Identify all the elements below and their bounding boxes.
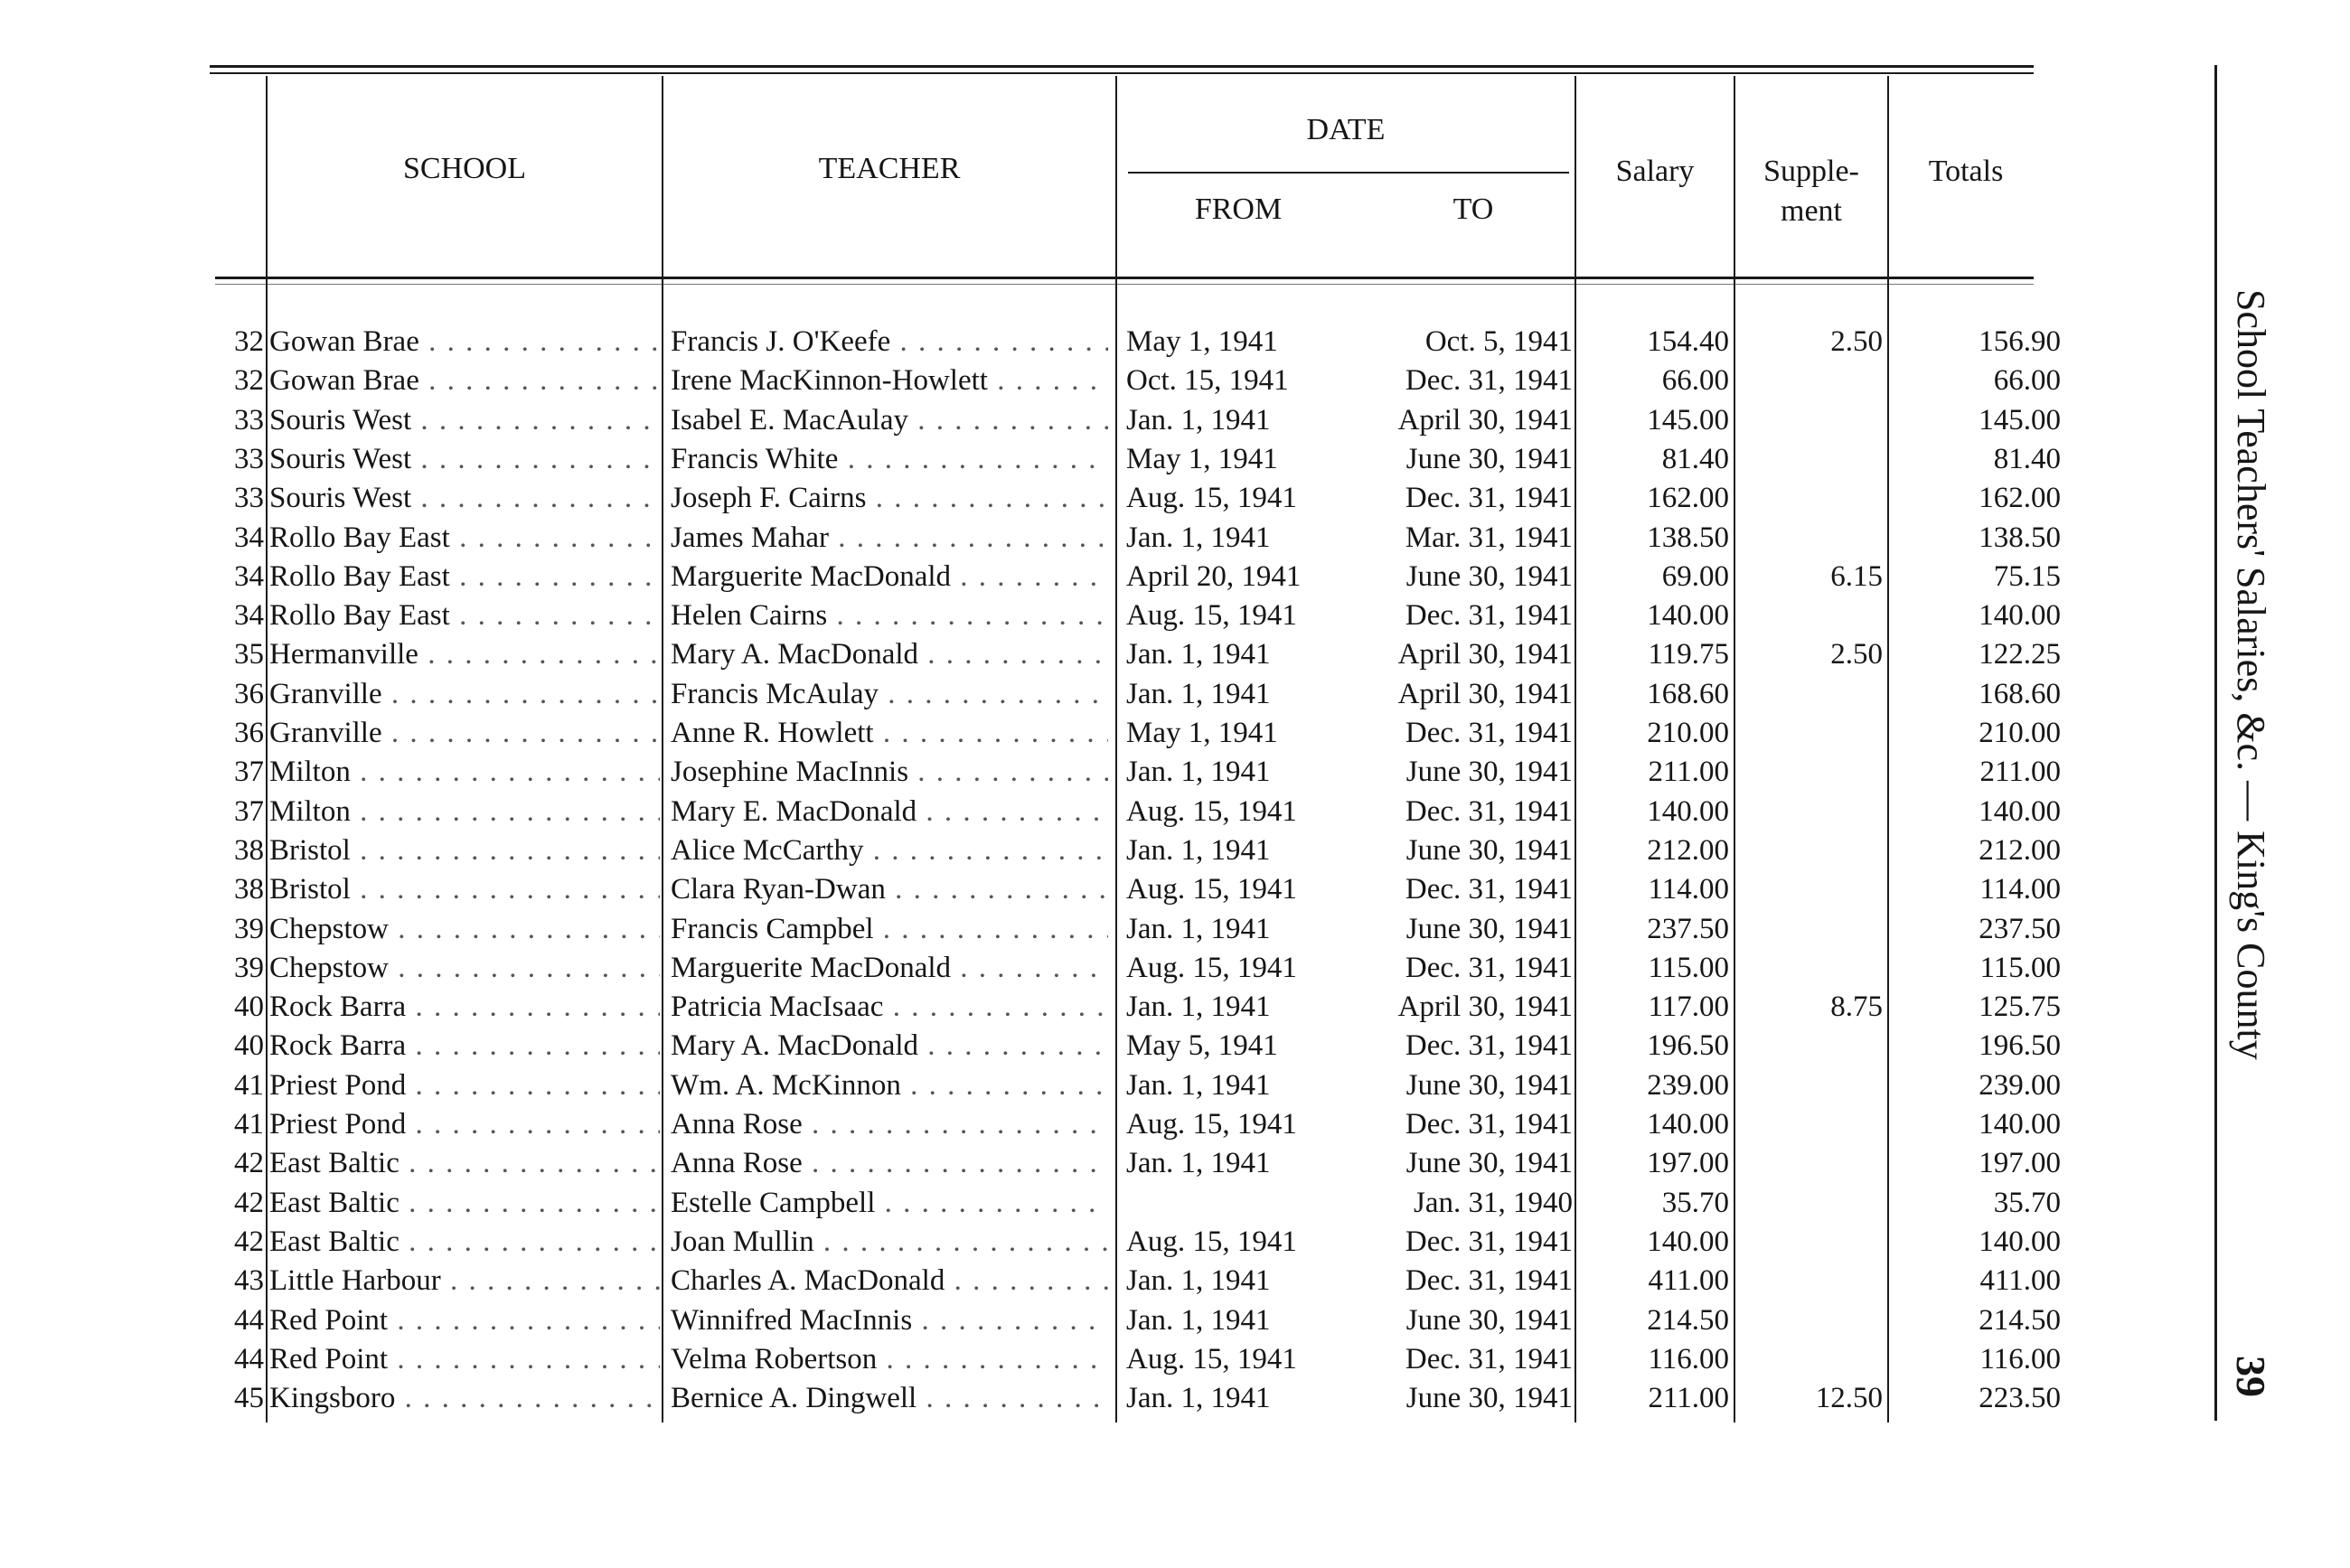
header-thin-rule (215, 284, 2034, 285)
header-to: TO (1452, 192, 1494, 226)
date-divider-rule (1128, 172, 1569, 174)
date-from: Jan. 1, 1941 (1126, 833, 1271, 867)
date-from: Oct. 15, 1941 (1126, 364, 1289, 398)
table-row (0, 1223, 2079, 1262)
date-to: April 30, 1941 (1397, 403, 1573, 437)
total-amount: 168.60 (1979, 677, 2061, 710)
date-from: May 5, 1941 (1126, 1029, 1278, 1063)
teacher-name: Marguerite MacDonald . . . (671, 558, 1108, 596)
school-name: Priest Pond . . . (269, 1105, 660, 1144)
teacher-name: Clara Ryan-Dwan . . . (671, 870, 1108, 909)
header-salary: Salary (1615, 155, 1695, 188)
school-name: Hermanville . . . (269, 635, 660, 674)
supplement-amount: 8.75 (1830, 991, 1883, 1024)
school-name: Chepstow . . . (269, 910, 660, 949)
row-number: 33 (234, 442, 264, 475)
table-row (0, 401, 2079, 440)
total-amount: 114.00 (1979, 873, 2061, 906)
supplement-amount: 2.50 (1830, 325, 1883, 358)
school-name: Rollo Bay East . . . (269, 596, 660, 635)
salary-amount: 35.70 (1661, 1186, 1729, 1219)
teacher-name: Joan Mullin . . . (671, 1223, 1108, 1262)
row-number: 37 (234, 756, 264, 789)
salary-amount: 114.00 (1648, 873, 1729, 906)
total-amount: 140.00 (1979, 1225, 2061, 1258)
school-name: Souris West . . . (269, 401, 660, 440)
total-amount: 115.00 (1979, 951, 2061, 984)
date-from: May 1, 1941 (1126, 442, 1278, 475)
table-row (0, 1027, 2079, 1066)
table-row (0, 558, 2079, 596)
date-to: June 30, 1941 (1405, 912, 1573, 945)
school-name: Kingsboro . . . (269, 1379, 660, 1418)
total-amount: 197.00 (1979, 1147, 2061, 1180)
table-row (0, 1184, 2079, 1223)
table-row (0, 1340, 2079, 1379)
header-bottom-rule (215, 277, 2034, 279)
table-row (0, 1379, 2079, 1418)
date-from: Aug. 15, 1941 (1126, 1108, 1297, 1141)
row-number: 32 (234, 325, 264, 358)
table-row (0, 596, 2079, 635)
teacher-name: Francis White . . . (671, 440, 1108, 479)
teacher-name: Mary A. MacDonald . . . (671, 635, 1108, 674)
row-number: 33 (234, 403, 264, 437)
row-number: 43 (234, 1264, 264, 1298)
date-to: Dec. 31, 1941 (1405, 599, 1573, 633)
date-to: Dec. 31, 1941 (1405, 364, 1573, 398)
teacher-name: Anna Rose . . . (671, 1105, 1108, 1144)
date-from: Jan. 1, 1941 (1126, 1068, 1271, 1102)
table-row (0, 910, 2079, 949)
total-amount: 211.00 (1979, 756, 2061, 789)
school-name: Chepstow . . . (269, 949, 660, 988)
date-to: Dec. 31, 1941 (1405, 482, 1573, 515)
row-number: 42 (234, 1225, 264, 1258)
header-from: FROM (1194, 192, 1283, 226)
teacher-name: Marguerite MacDonald . . . (671, 949, 1108, 988)
teacher-name: James Mahar . . . (671, 519, 1108, 558)
row-number: 32 (234, 364, 264, 398)
teacher-name: Patricia MacIsaac . . . (671, 988, 1108, 1027)
teacher-name: Anna Rose . . . (671, 1144, 1108, 1183)
teacher-name: Velma Robertson . . . (671, 1340, 1108, 1379)
row-number: 34 (234, 599, 264, 633)
teacher-name: Mary A. MacDonald . . . (671, 1027, 1108, 1066)
table-row (0, 988, 2079, 1027)
row-number: 36 (234, 717, 264, 749)
date-from: Aug. 15, 1941 (1126, 794, 1297, 828)
total-amount: 140.00 (1979, 599, 2061, 633)
teacher-name: Francis McAulay . . . (671, 675, 1108, 714)
total-amount: 140.00 (1979, 794, 2061, 828)
salary-amount: 115.00 (1648, 951, 1729, 984)
table-row (0, 1144, 2079, 1183)
school-name: Little Harbour . . . (269, 1262, 660, 1300)
table-row (0, 714, 2079, 753)
date-from: May 1, 1941 (1126, 325, 1278, 358)
row-number: 34 (234, 559, 264, 593)
date-to: Jan. 31, 1940 (1414, 1186, 1573, 1219)
date-to: Dec. 31, 1941 (1405, 717, 1573, 749)
date-from: Jan. 1, 1941 (1126, 1303, 1271, 1337)
row-number: 33 (234, 482, 264, 515)
salary-amount: 140.00 (1647, 599, 1729, 633)
row-number: 37 (234, 794, 264, 828)
teacher-name: Francis Campbel . . . (671, 910, 1108, 949)
total-amount: 162.00 (1979, 482, 2061, 515)
row-number: 39 (234, 951, 264, 984)
header-school: SCHOOL (402, 152, 527, 185)
row-number: 44 (234, 1342, 264, 1376)
row-number: 41 (234, 1108, 264, 1141)
date-from: Aug. 15, 1941 (1126, 873, 1297, 906)
row-number: 40 (234, 991, 264, 1024)
total-amount: 237.50 (1979, 912, 2061, 945)
salary-amount: 81.40 (1661, 442, 1729, 475)
teacher-name: Mary E. MacDonald . . . (671, 793, 1108, 831)
total-amount: 214.50 (1979, 1303, 2061, 1337)
row-number: 38 (234, 833, 264, 867)
header-supplement-line1: Supple- (1763, 155, 1859, 188)
total-amount: 196.50 (1979, 1029, 2061, 1063)
total-amount: 75.15 (1993, 559, 2061, 593)
table-row (0, 1105, 2079, 1144)
date-from: Jan. 1, 1941 (1126, 1382, 1271, 1415)
row-number: 34 (234, 521, 264, 554)
date-to: June 30, 1941 (1405, 1068, 1573, 1102)
row-number: 42 (234, 1186, 264, 1219)
table-row (0, 831, 2079, 870)
date-from: Jan. 1, 1941 (1126, 677, 1271, 710)
header-teacher: TEACHER (818, 152, 961, 185)
school-name: East Baltic . . . (269, 1144, 660, 1183)
school-name: Gowan Brae . . . (269, 323, 660, 361)
date-to: Dec. 31, 1941 (1405, 1108, 1573, 1141)
table-row (0, 323, 2079, 361)
date-to: Dec. 31, 1941 (1405, 873, 1573, 906)
salary-amount: 69.00 (1661, 559, 1729, 593)
date-to: June 30, 1941 (1405, 833, 1573, 867)
salary-amount: 210.00 (1647, 717, 1729, 749)
salary-amount: 140.00 (1647, 1108, 1729, 1141)
salary-amount: 237.50 (1647, 912, 1729, 945)
table-row (0, 519, 2079, 558)
school-name: East Baltic . . . (269, 1184, 660, 1223)
total-amount: 156.90 (1979, 325, 2061, 358)
salary-amount: 212.00 (1647, 833, 1729, 867)
salary-amount: 145.00 (1647, 403, 1729, 437)
date-to: June 30, 1941 (1405, 756, 1573, 789)
salary-amount: 154.40 (1647, 325, 1729, 358)
salary-amount: 196.50 (1647, 1029, 1729, 1063)
salary-amount: 66.00 (1661, 364, 1729, 398)
total-amount: 223.50 (1979, 1382, 2061, 1415)
table-row (0, 1262, 2079, 1300)
salary-amount: 140.00 (1647, 794, 1729, 828)
date-from: Jan. 1, 1941 (1126, 912, 1271, 945)
date-to: Dec. 31, 1941 (1405, 1225, 1573, 1258)
school-name: East Baltic . . . (269, 1223, 660, 1262)
top-double-rule (210, 65, 2034, 68)
date-to: Dec. 31, 1941 (1405, 1342, 1573, 1376)
total-amount: 66.00 (1993, 364, 2061, 398)
salary-amount: 138.50 (1647, 521, 1729, 554)
salary-amount: 214.50 (1647, 1303, 1729, 1337)
row-number: 35 (234, 638, 264, 671)
teacher-name: Francis J. O'Keefe . . . (671, 323, 1108, 361)
table-row (0, 753, 2079, 792)
date-from: Jan. 1, 1941 (1126, 756, 1271, 789)
teacher-name: Charles A. MacDonald . . . (671, 1262, 1108, 1300)
header-totals: Totals (1928, 155, 2004, 188)
salary-amount: 168.60 (1647, 677, 1729, 710)
table-row (0, 1066, 2079, 1105)
school-name: Bristol . . . (269, 831, 660, 870)
table-row (0, 635, 2079, 674)
total-amount: 210.00 (1979, 717, 2061, 749)
total-amount: 239.00 (1979, 1068, 2061, 1102)
date-to: Dec. 31, 1941 (1405, 951, 1573, 984)
date-from: Jan. 1, 1941 (1126, 1147, 1271, 1180)
date-from: Aug. 15, 1941 (1126, 951, 1297, 984)
teacher-name: Bernice A. Dingwell . . . (671, 1379, 1108, 1418)
table-row (0, 870, 2079, 909)
side-rule (2214, 65, 2217, 1421)
total-amount: 411.00 (1979, 1264, 2061, 1298)
total-amount: 138.50 (1979, 521, 2061, 554)
salary-amount: 162.00 (1647, 482, 1729, 515)
date-from: Aug. 15, 1941 (1126, 599, 1297, 633)
teacher-name: Helen Cairns . . . (671, 596, 1108, 635)
supplement-amount: 12.50 (1815, 1382, 1883, 1415)
date-to: June 30, 1941 (1405, 1303, 1573, 1337)
date-to: June 30, 1941 (1405, 1382, 1573, 1415)
date-to: April 30, 1941 (1397, 638, 1573, 671)
teacher-name: Estelle Campbell . . . (671, 1184, 1108, 1223)
supplement-amount: 2.50 (1830, 638, 1883, 671)
date-from: Jan. 1, 1941 (1126, 1264, 1271, 1298)
school-name: Milton . . . (269, 793, 660, 831)
teacher-name: Isabel E. MacAulay . . . (671, 401, 1108, 440)
row-number: 41 (234, 1068, 264, 1102)
row-number: 40 (234, 1029, 264, 1063)
date-to: June 30, 1941 (1405, 1147, 1573, 1180)
teacher-name: Anne R. Howlett . . . (671, 714, 1108, 753)
header-date: DATE (1306, 113, 1386, 146)
school-name: Bristol . . . (269, 870, 660, 909)
school-name: Red Point . . . (269, 1340, 660, 1379)
date-to: June 30, 1941 (1405, 442, 1573, 475)
school-name: Granville . . . (269, 675, 660, 714)
table-row (0, 675, 2079, 714)
date-from: Aug. 15, 1941 (1126, 482, 1297, 515)
row-number: 39 (234, 912, 264, 945)
date-to: April 30, 1941 (1397, 677, 1573, 710)
school-name: Granville . . . (269, 714, 660, 753)
table-row (0, 479, 2079, 518)
row-number: 44 (234, 1303, 264, 1337)
date-from: Jan. 1, 1941 (1126, 638, 1271, 671)
total-amount: 81.40 (1993, 442, 2061, 475)
salary-amount: 140.00 (1647, 1225, 1729, 1258)
table-row (0, 440, 2079, 479)
total-amount: 35.70 (1993, 1186, 2061, 1219)
school-name: Gowan Brae . . . (269, 361, 660, 400)
date-to: Dec. 31, 1941 (1405, 1029, 1573, 1063)
date-from: Jan. 1, 1941 (1126, 403, 1271, 437)
running-head: School Teachers' Salaries, &c. — King's County (2229, 289, 2273, 1060)
salary-amount: 211.00 (1648, 1382, 1729, 1415)
teacher-name: Wm. A. McKinnon . . . (671, 1066, 1108, 1105)
teacher-name: Josephine MacInnis . . . (671, 753, 1108, 792)
date-to: Dec. 31, 1941 (1405, 794, 1573, 828)
salary-amount: 239.00 (1647, 1068, 1729, 1102)
date-from: April 20, 1941 (1126, 559, 1302, 593)
school-name: Rollo Bay East . . . (269, 519, 660, 558)
date-from: Aug. 15, 1941 (1126, 1342, 1297, 1376)
teacher-name: Alice McCarthy . . . (671, 831, 1108, 870)
header-supplement-line2: ment (1781, 194, 1842, 228)
table-row (0, 1301, 2079, 1340)
row-number: 36 (234, 677, 264, 710)
total-amount: 122.25 (1979, 638, 2061, 671)
total-amount: 145.00 (1979, 403, 2061, 437)
top-double-rule-lower (210, 72, 2034, 74)
teacher-name: Irene MacKinnon-Howlett . . . (671, 361, 1108, 400)
row-number: 42 (234, 1147, 264, 1180)
date-to: April 30, 1941 (1397, 991, 1573, 1024)
supplement-amount: 6.15 (1830, 559, 1883, 593)
total-amount: 116.00 (1979, 1342, 2061, 1376)
salary-amount: 411.00 (1648, 1264, 1729, 1298)
salary-amount: 116.00 (1648, 1342, 1729, 1376)
date-from: Jan. 1, 1941 (1126, 521, 1271, 554)
school-name: Souris West . . . (269, 479, 660, 518)
date-to: Dec. 31, 1941 (1405, 1264, 1573, 1298)
school-name: Milton . . . (269, 753, 660, 792)
school-name: Rock Barra . . . (269, 1027, 660, 1066)
school-name: Priest Pond . . . (269, 1066, 660, 1105)
table-row (0, 793, 2079, 831)
teacher-name: Joseph F. Cairns . . . (671, 479, 1108, 518)
salary-amount: 117.00 (1648, 991, 1729, 1024)
row-number: 45 (234, 1382, 264, 1415)
teacher-name: Winnifred MacInnis . . . (671, 1301, 1108, 1340)
page-number: 39 (2228, 1356, 2274, 1397)
school-name: Souris West . . . (269, 440, 660, 479)
date-from: May 1, 1941 (1126, 717, 1278, 749)
school-name: Red Point . . . (269, 1301, 660, 1340)
total-amount: 125.75 (1979, 991, 2061, 1024)
total-amount: 212.00 (1979, 833, 2061, 867)
date-from: Aug. 15, 1941 (1126, 1225, 1297, 1258)
table-row (0, 949, 2079, 988)
date-to: Mar. 31, 1941 (1405, 521, 1573, 554)
salary-amount: 197.00 (1647, 1147, 1729, 1180)
salary-amount: 119.75 (1648, 638, 1729, 671)
header-supplement (1735, 152, 1887, 231)
total-amount: 140.00 (1979, 1108, 2061, 1141)
date-to: Oct. 5, 1941 (1424, 325, 1573, 358)
school-name: Rollo Bay East . . . (269, 558, 660, 596)
date-to: June 30, 1941 (1405, 559, 1573, 593)
table-row (0, 361, 2079, 400)
salary-amount: 211.00 (1648, 756, 1729, 789)
date-from: Jan. 1, 1941 (1126, 991, 1271, 1024)
row-number: 38 (234, 873, 264, 906)
school-name: Rock Barra . . . (269, 988, 660, 1027)
